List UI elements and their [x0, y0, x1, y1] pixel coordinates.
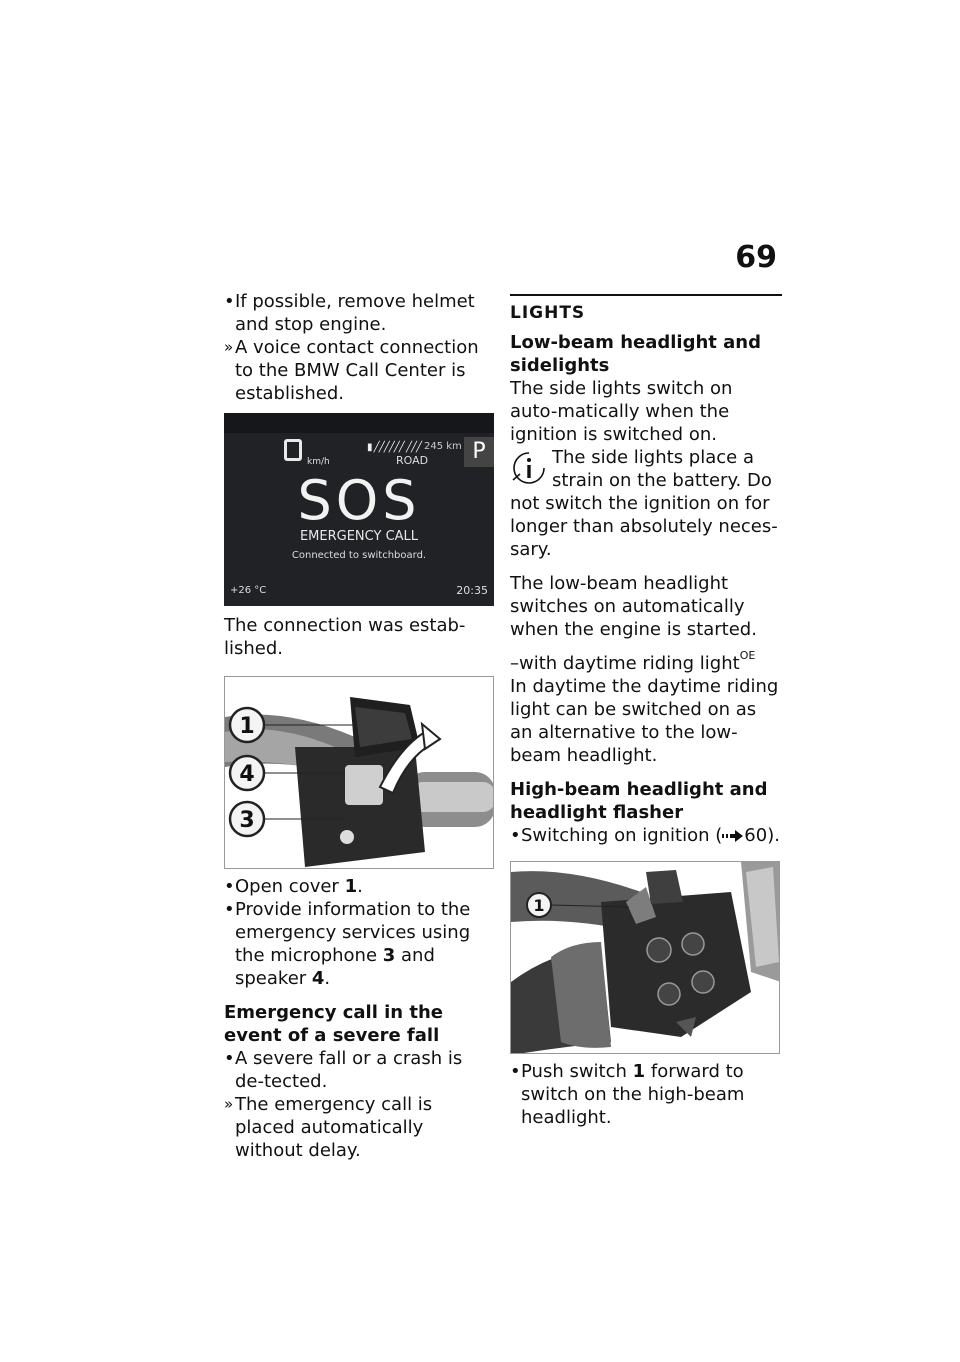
switch-number: 1	[632, 1061, 646, 1082]
light-switch-illustration	[511, 862, 780, 1054]
fuel-gauge-icon: ▮ ╱╱╱╱╱╱ ╱╱╱	[367, 442, 422, 453]
sos-switch-illustration	[225, 677, 494, 869]
bullet-severe-fall: • A severe fall or a crash is de-tected.	[224, 1047, 494, 1093]
microphone-number: 3	[382, 945, 396, 966]
page-number: 69	[735, 240, 777, 275]
result-voice-contact: » A voice contact connection to the BMW Call Center is established.	[224, 336, 494, 405]
info-note	[510, 446, 782, 561]
display-top-bar	[224, 413, 494, 433]
note-line-1: The side lights place a	[552, 447, 754, 468]
bullet-provide-info-mid: and speaker	[235, 945, 435, 989]
page-reference-number[interactable]: 60	[744, 825, 768, 846]
callout-3: 3	[239, 808, 255, 833]
time-readout: 20:35	[456, 584, 488, 597]
bullet-provide-info-end: .	[324, 968, 331, 989]
riding-mode: ROAD	[396, 454, 429, 467]
connection-established-text: The connection was estab-lished.	[224, 615, 466, 659]
bullet-push-switch	[510, 1060, 782, 1129]
bullet-push-end: forward to switch on the high-beam headlight.	[521, 1061, 745, 1128]
left-column	[224, 290, 494, 1162]
bullet-open-cover-end: .	[357, 876, 363, 897]
bullet-open-cover-text: Open cover	[235, 876, 345, 897]
section-rule	[510, 294, 782, 296]
range-readout: 245 km	[424, 441, 462, 452]
bullet-provide-info-text: Provide information to the emergency services using the microphone	[235, 899, 471, 966]
right-column	[510, 290, 782, 1129]
para-lowbeam-auto: The low-beam headlight switches on automatically when the engine is started.	[510, 573, 757, 640]
sos-text: SOS	[297, 469, 421, 532]
bullet-provide-info	[224, 898, 494, 990]
callout-1: 1	[239, 714, 255, 739]
daytime-label-text: –with daytime riding light	[510, 653, 740, 674]
speaker-number: 4	[311, 968, 325, 989]
note-rest: not switch the ignition on for longer than absolutely neces-sary.	[510, 493, 778, 560]
connection-status-text: Connected to switchboard.	[291, 550, 427, 561]
heading-severe-fall: Emergency call in the event of a severe fall	[224, 1002, 444, 1046]
light-switch-image	[510, 861, 780, 1054]
bullet-ignition	[510, 824, 782, 847]
sos-display-image	[224, 413, 494, 606]
bullet-remove-helmet: • If possible, remove helmet and stop engine.	[224, 290, 494, 336]
heading-lowbeam: Low-beam headlight and sidelights	[510, 332, 762, 376]
bullet-ignition-text: Switching on ignition (	[521, 825, 723, 846]
speed-digit-shape	[284, 439, 302, 461]
callout-1: 1	[533, 896, 545, 915]
para-daytime: In daytime the daytime riding light can be switched on as an alternative to the low-beam headlight.	[510, 676, 779, 766]
daytime-label	[510, 649, 782, 675]
bullet-open-cover-number: 1	[344, 876, 358, 897]
gear-indicator: P	[464, 437, 494, 467]
para-side-lights-on: The side lights switch on auto-matically when the ignition is switched on.	[510, 378, 733, 445]
page-reference-arrow-icon	[722, 830, 744, 842]
sos-switch-image	[224, 676, 494, 869]
bullet-open-cover	[224, 875, 494, 898]
optional-equipment-mark: OE	[739, 649, 756, 662]
bullet-ignition-end: ).	[767, 825, 780, 846]
info-icon	[510, 450, 548, 486]
note-line-2: strain on the battery. Do	[552, 470, 772, 491]
temperature-readout: +26 °C	[230, 585, 267, 596]
speed-unit: km/h	[307, 457, 330, 467]
heading-highbeam: High-beam headlight and headlight flasher	[510, 779, 768, 823]
bullet-push-text: Push switch	[521, 1061, 633, 1082]
callout-4: 4	[239, 762, 255, 787]
result-placed-automatically: » The emergency call is placed automatically without delay.	[224, 1093, 494, 1162]
emergency-call-text: EMERGENCY CALL	[299, 529, 419, 544]
section-title-lights: LIGHTS	[510, 303, 586, 323]
